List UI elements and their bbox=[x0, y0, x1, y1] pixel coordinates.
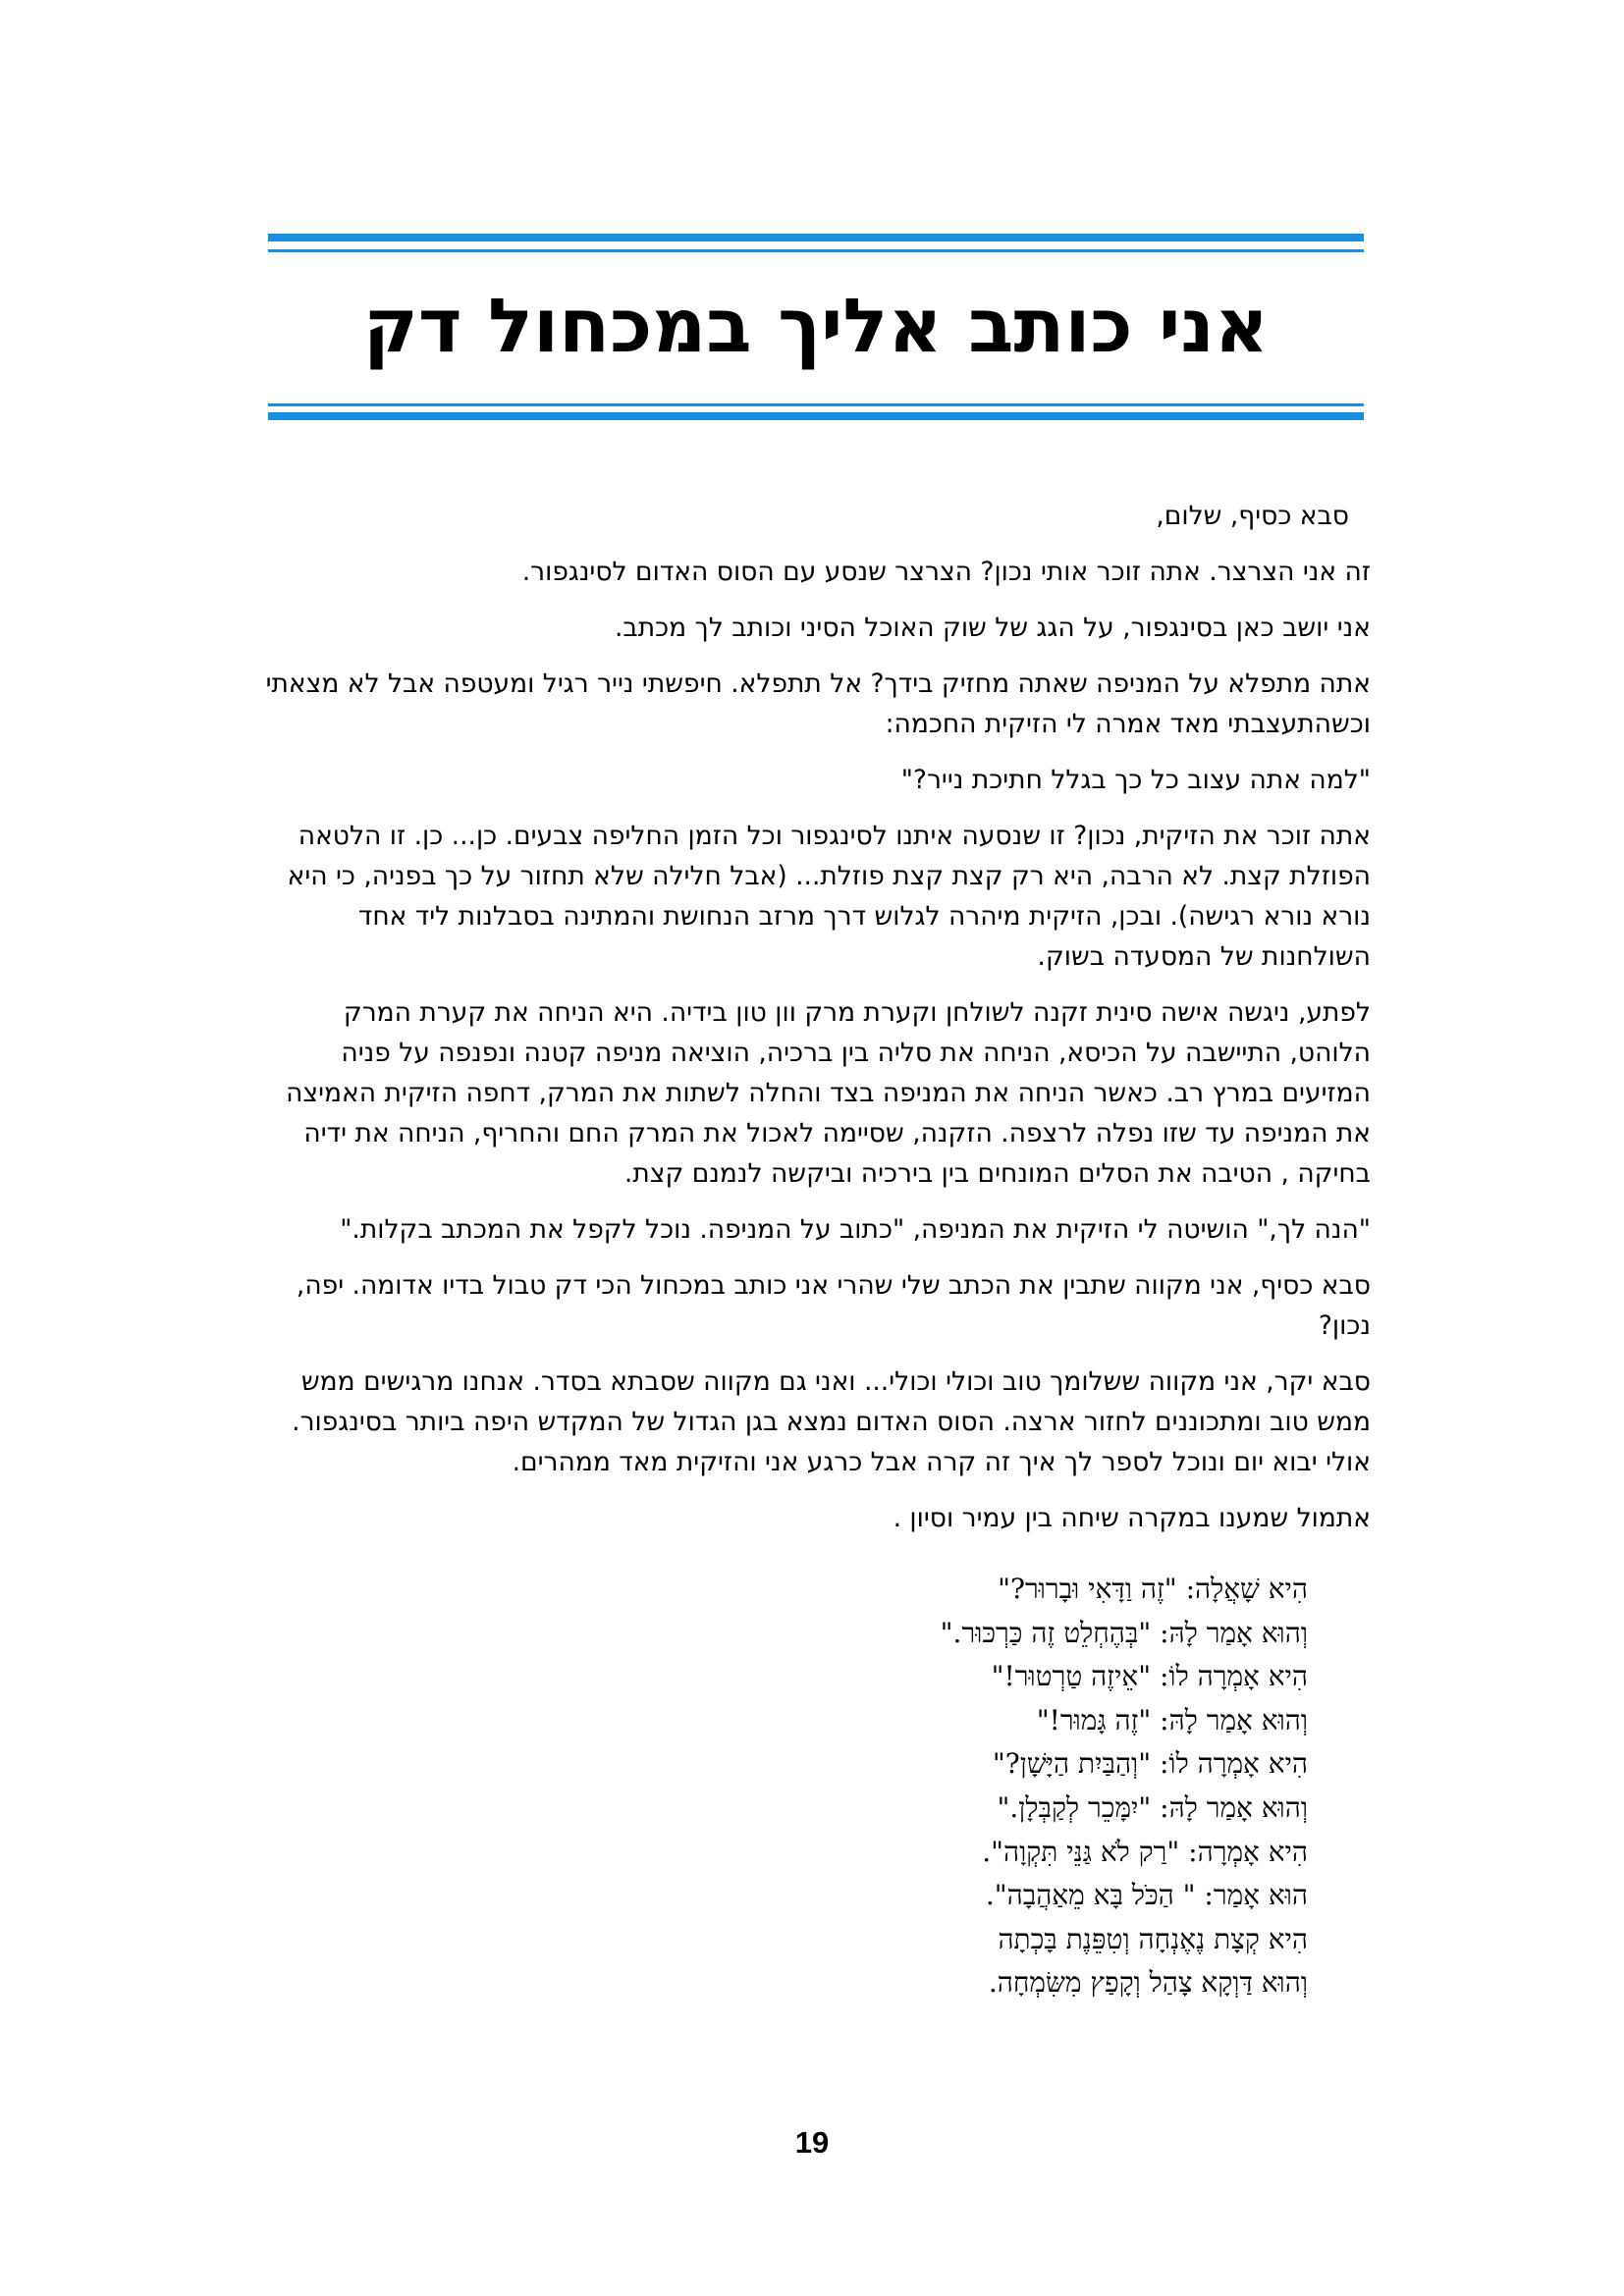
page-number: 19 bbox=[794, 2125, 830, 2160]
poem-line: הִיא אָמְרָה לוֹ: "אֵיזֶה טַרְטוּר!" bbox=[991, 1660, 1308, 1693]
letter-paragraph: אתה זוכר את הזיקית, נכון? זו שנסעה איתנו לסינגפור וכל הזמן החליפה צבעים. כן... כן. זו הלטאה הפוזלת קצת. לא הרבה, היא רק קצת קצת פוזלת... (אבל חלילה שלא תחזור על כך בפניה, כי היא נורא נורא רגישה). ובכן, הזיקית מיהרה לגלוש דרך מרזב הנחושת והמתינה בסבלנות ליד אחד השולחנות של המסעדה בשוק. bbox=[287, 821, 1371, 972]
letter-paragraph: "למה אתה עצוב כל כך בגלל חתיכת נייר?" bbox=[900, 765, 1371, 795]
page-title: אני כותב אליך במכחול דק bbox=[362, 282, 1270, 369]
poem-line: הִיא אָמְרָה לוֹ: "וְהַבַּיִת הַיָּשָׁן?" bbox=[992, 1747, 1308, 1781]
title-rule-bottom-thick bbox=[268, 412, 1364, 420]
poem-line: וְהוּא דַּוְקָא צָהַל וְקָפַץ מִשִּׂמְחָה. bbox=[988, 1966, 1308, 2000]
poem-line: הִיא קְצָת נֶאֶנְחָה וְטִפֵּנֶת בָּכְתָה bbox=[998, 1922, 1308, 1955]
poem-line: הִיא אָמְרָה: "רַק לֹא גַּנֵּי תִּקְוָה". bbox=[982, 1835, 1308, 1868]
poem-line: וְהוּא אָמַר לָהּ: "בְּהֶחְלֵט זֶה כַּרְכּוּר." bbox=[940, 1616, 1308, 1649]
poem-line: הוּא אָמַר: " הַכֹּל בָּא מֵאַהֲבָה". bbox=[985, 1879, 1308, 1912]
letter-paragraph: אני יושב כאן בסינגפור, על הגג של שוק האוכל הסיני וכותב לך מכתב. bbox=[614, 613, 1371, 643]
title-rule-top-thin bbox=[268, 249, 1364, 252]
poem bbox=[817, 1568, 1308, 2005]
poem-line: וְהוּא אָמַר לָהּ: "יִמָּכֵר לְקַבְּלָן." bbox=[997, 1790, 1308, 1824]
letter-paragraph: זה אני הצרצר. אתה זוכר אותי נכון? הצרצר שנסע עם הסוס האדום לסינגפור. bbox=[521, 557, 1371, 587]
letter-body bbox=[261, 496, 1371, 1554]
letter-paragraph: אתה מתפלא על המניפה שאתה מחזיק בידך? אל תתפלא. חיפשתי נייר רגיל ומעטפה אבל לא מצאתי וכשהתעצבתי מאד אמרה לי הזיקית החכמה: bbox=[265, 668, 1371, 739]
letter-paragraph: סבא יקר, אני מקווה ששלומך טוב וכולי וכולי... ואני גם מקווה שסבתא בסדר. אנחנו מרגישים ממש ממש טוב ומתכוננים לחזור ארצה. הסוס האדום נמצא בגן הגדול של המקדש היפה ביותר בסינגפור. אולי יבוא יום ונוכל לספר לך איך זה קרה אבל כרגע אני והזיקית מאד ממהרים. bbox=[292, 1366, 1371, 1477]
poem-line: וְהוּא אָמַר לָהּ: "זֶה גָּמוּר!" bbox=[1036, 1703, 1308, 1736]
title-rule-bottom-thin bbox=[268, 403, 1364, 406]
letter-paragraph: אתמול שמענו במקרה שיחה בין עמיר וסיון . bbox=[893, 1503, 1371, 1533]
letter-paragraph: לפתע, ניגשה אישה סינית זקנה לשולחן וקערת מרק וון טון בידיה. היא הניחה את קערת המרק הלוהט, התיישבה על הכיסא, הניחה את סליה בין ברכיה, הוציאה מניפה קטנה ונפנפה על פניה המזיעים במרץ רב. כאשר הניחה את המניפה בצד והחלה לשתות את המרק, דחפה הזיקית האמיצה את המניפה עד שזו נפלה לרצפה. הזקנה, שסיימה לאכול את המרק החם והחריף, הניחה את ידיה בחיקה , הטיבה את הסלים המונחים בין בירכיה וביקשה לנמנם קצת. bbox=[286, 997, 1371, 1189]
title-rule-top-thick bbox=[268, 234, 1364, 241]
letter-paragraph: סבא כסיף, אני מקווה שתבין את הכתב שלי שהרי אני כותב במכחול הכי דק טבול בדיו אדומה. יפה, נכון? bbox=[296, 1270, 1371, 1341]
letter-paragraph: "הנה לך," הושיטה לי הזיקית את המניפה, "כתוב על המניפה. נוכל לקפל את המכתב בקלות." bbox=[340, 1214, 1371, 1245]
poem-line: הִיא שָׁאֲלָה: "זֶה וַדָּאִי וּבָרוּר?" bbox=[998, 1573, 1308, 1605]
letter-greeting: סבא כסיף, שלום, bbox=[1156, 501, 1349, 531]
